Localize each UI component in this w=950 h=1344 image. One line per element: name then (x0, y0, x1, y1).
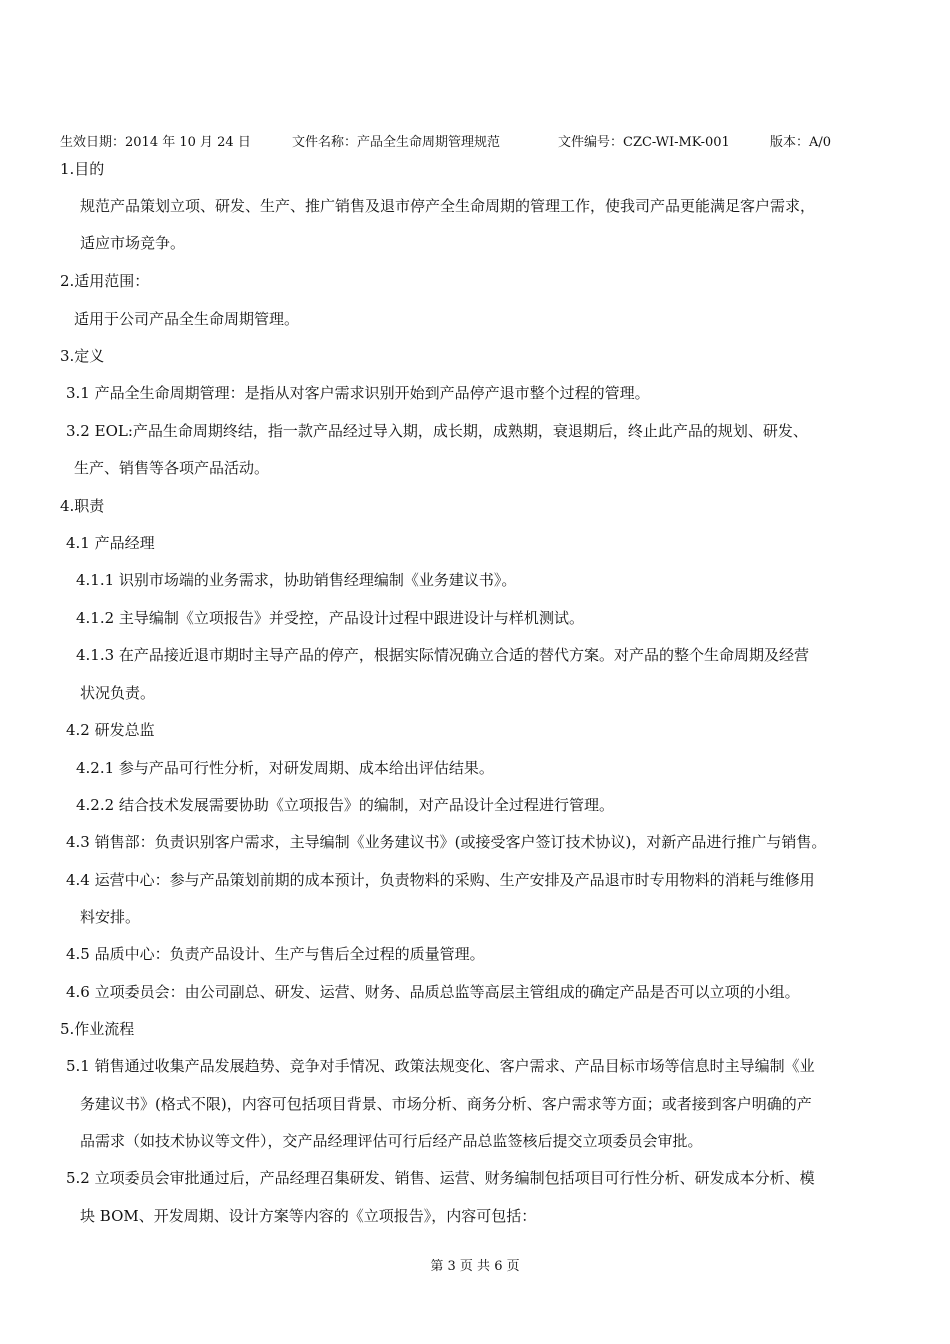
section-3-title: 3.定义 (60, 347, 105, 365)
clause-4-1-3-line-2: 状况负责。 (80, 684, 156, 702)
clause-5-1-line-1: 5.1 销售通过收集产品发展趋势、竞争对手情况、政策法规变化、客户需求、产品目标市场等信息时主导编制《业 (66, 1057, 815, 1075)
document-header (60, 131, 900, 149)
clause-4-2-1: 4.2.1 参与产品可行性分析，对研发周期、成本给出评估结果。 (76, 759, 494, 777)
page-number: 第 3 页 共 6 页 (430, 1259, 520, 1274)
clause-5-1-line-3: 品需求（如技术协议等文件），交产品经理评估可行后经产品总监签核后提交立项委员会审批。 (80, 1132, 703, 1150)
file-number: 文件编号：CZC-WI-MK-001 (558, 135, 730, 150)
clause-3-2-line-1: 3.2 EOL:产品生命周期终结，指一款产品经过导入期，成长期，成熟期，衰退期后，终止此产品的规划、研发、 (66, 422, 808, 440)
section-1-title: 1.目的 (60, 160, 105, 178)
clause-4-1-1: 4.1.1 识别市场端的业务需求，协助销售经理编制《业务建议书》。 (76, 571, 517, 589)
section-2-text: 适用于公司产品全生命周期管理。 (74, 310, 300, 328)
clause-5-2-line-1: 5.2 立项委员会审批通过后，产品经理召集研发、销售、运营、财务编制包括项目可行性分析、研发成本分析、模 (66, 1169, 815, 1187)
version: 版本：A/0 (770, 135, 832, 150)
section-1-text-line-2: 适应市场竞争。 (80, 234, 186, 252)
clause-4-1-3-line-1: 4.1.3 在产品接近退市期时主导产品的停产，根据实际情况确立合适的替代方案。对产品的整个生命周期及经营 (76, 646, 809, 664)
clause-3-2-line-2: 生产、销售等各项产品活动。 (74, 459, 270, 477)
clause-4-2: 4.2 研发总监 (66, 721, 155, 739)
clause-3-1: 3.1 产品全生命周期管理：是指从对客户需求识别开始到产品停产退市整个过程的管理。 (66, 384, 650, 402)
clause-4-4-line-2: 料安排。 (80, 908, 141, 926)
clause-5-1-line-2: 务建议书》(格式不限)，内容可包括项目背景、市场分析、商务分析、客户需求等方面；或者接到客户明确的产 (80, 1095, 812, 1113)
effective-date: 生效日期：2014 年 10 月 24 日 (60, 135, 251, 150)
clause-4-2-2: 4.2.2 结合技术发展需要协助《立项报告》的编制，对产品设计全过程进行管理。 (76, 796, 614, 814)
file-name: 文件名称：产品全生命周期管理规范 (292, 135, 501, 150)
clause-4-3: 4.3 销售部：负责识别客户需求，主导编制《业务建议书》(或接受客户签订技术协议)，对新产品进行推广与销售。 (66, 833, 827, 851)
section-4-title: 4.职责 (60, 497, 105, 515)
clause-4-4-line-1: 4.4 运营中心：参与产品策划前期的成本预计，负责物料的采购、生产安排及产品退市时专用物料的消耗与维修用 (66, 871, 815, 889)
clause-4-5: 4.5 品质中心：负责产品设计、生产与售后全过程的质量管理。 (66, 945, 485, 963)
clause-5-2-line-2: 块 BOM、开发周期、设计方案等内容的《立项报告》，内容可包括： (80, 1207, 537, 1225)
section-1-text-line-1: 规范产品策划立项、研发、生产、推广销售及退市停产全生命周期的管理工作，使我司产品更能满足客户需求， (80, 197, 816, 215)
clause-4-6: 4.6 立项委员会：由公司副总、研发、运营、财务、品质总监等高层主管组成的确定产品是否可以立项的小组。 (66, 983, 800, 1001)
clause-4-1-2: 4.1.2 主导编制《立项报告》并受控，产品设计过程中跟进设计与样机测试。 (76, 609, 584, 627)
section-5-title: 5.作业流程 (60, 1020, 135, 1038)
section-2-title: 2.适用范围： (60, 272, 150, 290)
clause-4-1: 4.1 产品经理 (66, 534, 155, 552)
